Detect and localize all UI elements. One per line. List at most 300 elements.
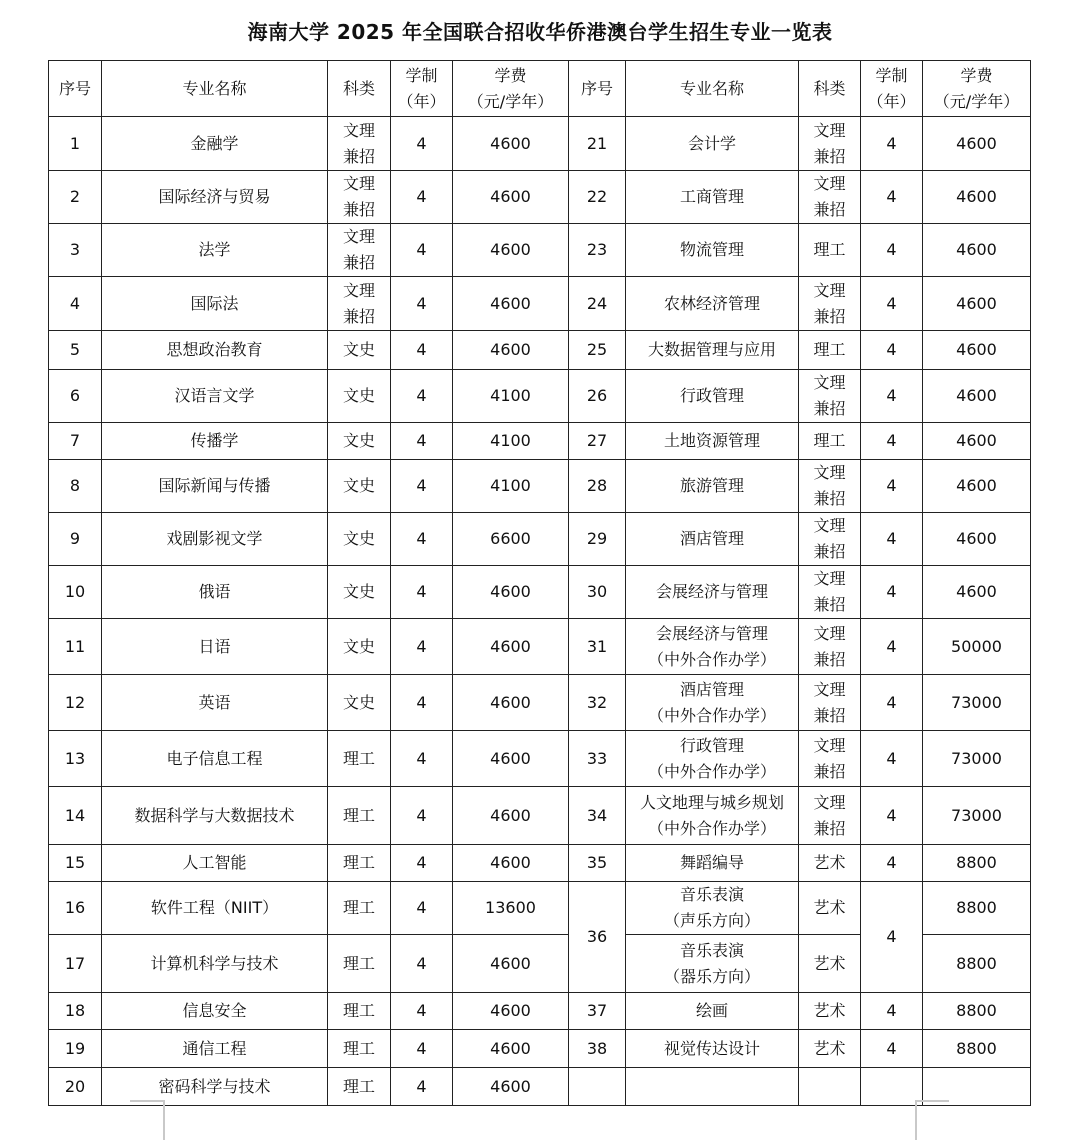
header-fee	[453, 61, 569, 117]
seq-cell: 30	[569, 566, 626, 619]
major-name-cell-line: 酒店管理	[679, 529, 744, 548]
seq-cell: 25	[569, 331, 626, 370]
table-row	[49, 619, 1031, 675]
bottom-decoration	[915, 1100, 917, 1140]
table-row	[49, 370, 1031, 423]
category-cell-line: 艺术	[813, 1001, 846, 1020]
category-cell	[799, 566, 861, 619]
years-cell: 4	[391, 331, 453, 370]
major-name-cell-line: 会计学	[687, 133, 736, 153]
seq-cell: 16	[49, 882, 102, 935]
major-name-cell-line: 计算机科学与技术	[150, 953, 279, 973]
category-cell	[328, 882, 391, 935]
category-cell-line: 文史	[342, 431, 375, 450]
category-cell-line: 文理	[813, 792, 846, 812]
seq-cell: 36	[569, 882, 626, 993]
years-cell: 4	[861, 277, 923, 331]
major-name-cell	[102, 460, 328, 513]
major-name-cell-line: 土地资源管理	[663, 431, 760, 450]
major-name-cell-line: 国际新闻与传播	[158, 476, 271, 495]
seq-cell: 21	[569, 117, 626, 171]
years-cell: 4	[391, 460, 453, 513]
fee-cell: 4600	[923, 370, 1031, 423]
seq-cell: 24	[569, 277, 626, 331]
major-name-cell	[102, 993, 328, 1030]
category-cell	[799, 787, 861, 845]
major-name-cell	[626, 370, 799, 423]
table-row	[49, 460, 1031, 513]
fee-cell: 4600	[453, 993, 569, 1030]
category-cell-line: 兼招	[813, 761, 846, 781]
category-cell	[799, 882, 861, 935]
major-name-cell-line: 国际法	[190, 293, 239, 313]
major-name-cell	[102, 277, 328, 331]
category-cell	[799, 1030, 861, 1068]
fee-cell: 4600	[923, 224, 1031, 277]
table-body	[49, 117, 1031, 1106]
major-name-cell-line: 酒店管理	[679, 679, 744, 699]
major-name-cell	[626, 993, 799, 1030]
table-row	[49, 882, 1031, 935]
years-cell: 4	[861, 1030, 923, 1068]
category-cell	[328, 675, 391, 731]
major-name-cell	[626, 845, 799, 882]
major-name-cell-line: 音乐表演	[679, 885, 744, 904]
seq-cell: 20	[49, 1068, 102, 1106]
category-cell-line: 兼招	[813, 705, 846, 725]
major-name-cell-line: 国际经济与贸易	[158, 187, 271, 206]
major-name-cell	[102, 787, 328, 845]
major-name-cell	[626, 117, 799, 171]
years-cell: 4	[391, 171, 453, 224]
category-cell	[799, 224, 861, 277]
years-cell: 4	[391, 675, 453, 731]
table-row	[49, 787, 1031, 845]
category-cell-line: 文史	[342, 340, 375, 359]
header-years-line2: （年）	[867, 91, 916, 111]
category-cell-line: 兼招	[813, 649, 846, 669]
fee-cell: 4100	[453, 423, 569, 460]
category-cell-line: 文史	[342, 529, 375, 548]
seq-cell: 27	[569, 423, 626, 460]
major-name-cell	[626, 423, 799, 460]
major-name-cell	[102, 845, 328, 882]
major-name-cell-line: 思想政治教育	[166, 340, 263, 359]
category-cell-line: 文理	[813, 679, 846, 699]
fee-cell: 4600	[923, 423, 1031, 460]
seq-cell: 38	[569, 1030, 626, 1068]
major-name-cell	[626, 566, 799, 619]
fee-cell: 4600	[453, 731, 569, 787]
category-cell-line: 兼招	[342, 200, 375, 219]
category-cell-line: 文史	[342, 476, 375, 495]
category-cell-line: 兼招	[813, 399, 846, 418]
fee-cell: 4600	[923, 277, 1031, 331]
fee-cell: 4600	[453, 1030, 569, 1068]
fee-cell: 8800	[923, 993, 1031, 1030]
major-name-cell-line: 农林经济管理	[663, 293, 760, 313]
seq-cell: 12	[49, 675, 102, 731]
category-cell-line: 文理	[813, 735, 846, 755]
category-cell	[328, 619, 391, 675]
seq-cell: 15	[49, 845, 102, 882]
major-name-cell	[626, 731, 799, 787]
years-cell: 4	[391, 117, 453, 171]
major-name-cell-line: 工商管理	[679, 187, 744, 206]
fee-cell: 4600	[923, 566, 1031, 619]
major-name-cell	[626, 1068, 799, 1106]
major-name-cell	[626, 277, 799, 331]
major-name-cell-line: （中外合作办学）	[647, 761, 776, 781]
bottom-decoration	[915, 1100, 949, 1102]
major-name-cell	[102, 117, 328, 171]
category-cell	[328, 277, 391, 331]
category-cell-line: 文理	[813, 516, 846, 535]
category-cell	[328, 566, 391, 619]
years-cell: 4	[861, 171, 923, 224]
category-cell-line: 理工	[813, 340, 846, 359]
major-name-cell-line: 信息安全	[182, 1001, 247, 1020]
seq-cell: 29	[569, 513, 626, 566]
category-cell	[799, 731, 861, 787]
years-cell: 4	[391, 277, 453, 331]
fee-cell: 73000	[923, 675, 1031, 731]
bottom-decoration	[163, 1100, 165, 1140]
category-cell-line: 兼招	[342, 253, 375, 272]
major-name-cell-line: （中外合作办学）	[647, 818, 776, 838]
major-name-cell-line: 舞蹈编导	[679, 853, 744, 872]
fee-cell: 4600	[923, 460, 1031, 513]
major-name-cell-line: 行政管理	[679, 386, 744, 405]
years-cell: 4	[861, 224, 923, 277]
header-years-right	[861, 61, 923, 117]
seq-cell: 34	[569, 787, 626, 845]
header-row	[49, 61, 1031, 117]
category-cell-line: 兼招	[342, 306, 375, 326]
category-cell-line: 文史	[342, 636, 375, 656]
years-cell: 4	[861, 882, 923, 993]
major-name-cell	[626, 787, 799, 845]
years-cell: 4	[861, 117, 923, 171]
years-cell: 4	[391, 513, 453, 566]
category-cell-line: 文史	[342, 582, 375, 601]
major-name-cell	[626, 513, 799, 566]
major-name-cell-line: 人文地理与城乡规划	[639, 792, 784, 812]
category-cell-line: 兼招	[813, 200, 846, 219]
category-cell-line: 文理	[342, 280, 375, 300]
major-name-cell-line: 电子信息工程	[166, 748, 263, 768]
major-name-cell	[626, 460, 799, 513]
years-cell: 4	[391, 1068, 453, 1106]
years-cell: 4	[861, 675, 923, 731]
seq-cell: 14	[49, 787, 102, 845]
major-name-cell-line: 物流管理	[679, 240, 744, 259]
fee-cell: 4600	[453, 566, 569, 619]
fee-cell: 4100	[453, 460, 569, 513]
years-cell	[861, 1068, 923, 1106]
major-name-cell-line: 戏剧影视文学	[166, 529, 263, 548]
years-cell: 4	[391, 370, 453, 423]
years-cell: 4	[861, 423, 923, 460]
category-cell-line: 兼招	[813, 818, 846, 838]
major-name-cell	[626, 171, 799, 224]
header-major-right: 专业名称	[626, 61, 799, 117]
fee-cell: 4100	[453, 370, 569, 423]
years-cell: 4	[391, 619, 453, 675]
fee-cell: 4600	[453, 787, 569, 845]
category-cell-line: 文理	[342, 120, 375, 140]
category-cell	[328, 331, 391, 370]
major-name-cell-line: 英语	[198, 692, 231, 712]
fee-cell: 13600	[453, 882, 569, 935]
seq-cell: 3	[49, 224, 102, 277]
category-cell	[328, 513, 391, 566]
header-fee-line1: 学费	[494, 65, 527, 85]
category-cell-line: 理工	[342, 805, 375, 825]
category-cell-line: 兼招	[342, 146, 375, 166]
table-row	[49, 423, 1031, 460]
category-cell	[799, 117, 861, 171]
table-row	[49, 566, 1031, 619]
major-name-cell-line: （器乐方向）	[663, 966, 760, 986]
years-cell: 4	[391, 935, 453, 993]
major-name-cell	[102, 619, 328, 675]
header-fee-line2: （元/学年）	[467, 91, 554, 111]
major-name-cell	[626, 675, 799, 731]
category-cell	[799, 423, 861, 460]
years-cell: 4	[391, 845, 453, 882]
years-cell: 4	[391, 224, 453, 277]
major-name-cell	[626, 224, 799, 277]
years-cell: 4	[861, 619, 923, 675]
category-cell-line: 理工	[342, 853, 375, 872]
table-row	[49, 331, 1031, 370]
major-name-cell-line: 数据科学与大数据技术	[134, 805, 295, 825]
seq-cell: 17	[49, 935, 102, 993]
major-name-cell	[102, 423, 328, 460]
major-name-cell	[626, 935, 799, 993]
category-cell-line: 兼招	[813, 306, 846, 326]
fee-cell: 50000	[923, 619, 1031, 675]
major-name-cell-line: 大数据管理与应用	[647, 340, 776, 359]
table-row	[49, 1068, 1031, 1106]
bottom-decoration	[130, 1100, 164, 1102]
seq-cell	[569, 1068, 626, 1106]
category-cell-line: 兼招	[813, 489, 846, 508]
years-cell: 4	[861, 731, 923, 787]
category-cell-line: 文理	[813, 280, 846, 300]
fee-cell: 4600	[453, 171, 569, 224]
seq-cell: 23	[569, 224, 626, 277]
major-name-cell-line: 汉语言文学	[174, 386, 255, 405]
major-name-cell	[626, 331, 799, 370]
table-row	[49, 675, 1031, 731]
category-cell	[328, 460, 391, 513]
category-cell-line: 艺术	[813, 953, 846, 973]
category-cell	[799, 513, 861, 566]
major-name-cell	[102, 331, 328, 370]
seq-cell: 22	[569, 171, 626, 224]
seq-cell: 33	[569, 731, 626, 787]
major-name-cell	[102, 566, 328, 619]
years-cell: 4	[861, 845, 923, 882]
header-fee-right	[923, 61, 1031, 117]
fee-cell: 4600	[453, 277, 569, 331]
seq-cell: 37	[569, 993, 626, 1030]
category-cell	[799, 370, 861, 423]
major-name-cell	[102, 882, 328, 935]
header-category-right: 科类	[799, 61, 861, 117]
category-cell	[328, 171, 391, 224]
header-years-line1: 学制	[875, 65, 908, 85]
category-cell	[328, 370, 391, 423]
fee-cell: 8800	[923, 882, 1031, 935]
header-category: 科类	[328, 61, 391, 117]
header-fee-line2: （元/学年）	[933, 91, 1020, 111]
major-name-cell	[102, 224, 328, 277]
major-name-cell	[102, 731, 328, 787]
table-row	[49, 277, 1031, 331]
years-cell: 4	[861, 566, 923, 619]
seq-cell: 10	[49, 566, 102, 619]
category-cell-line: 理工	[813, 240, 846, 259]
category-cell-line: 文理	[813, 174, 846, 193]
major-name-cell-line: 绘画	[695, 1001, 728, 1020]
category-cell	[799, 277, 861, 331]
major-name-cell-line: 行政管理	[679, 735, 744, 755]
page-title: 海南大学 2025 年全国联合招收华侨港澳台学生招生专业一览表	[247, 20, 833, 44]
major-name-cell-line: 俄语	[198, 582, 231, 601]
major-name-cell	[102, 171, 328, 224]
years-cell: 4	[391, 423, 453, 460]
category-cell-line: 艺术	[813, 1038, 846, 1058]
header-years-line1: 学制	[405, 65, 438, 85]
table-row	[49, 171, 1031, 224]
table-row	[49, 845, 1031, 882]
seq-cell: 7	[49, 423, 102, 460]
years-cell: 4	[861, 460, 923, 513]
category-cell	[328, 935, 391, 993]
major-name-cell-line: 人工智能	[182, 853, 247, 872]
major-name-cell-line: （中外合作办学）	[647, 649, 776, 669]
major-name-cell-line: 软件工程（NIIT）	[150, 898, 279, 917]
major-name-cell-line: 音乐表演	[679, 940, 744, 960]
major-name-cell-line: 金融学	[190, 133, 239, 153]
years-cell: 4	[391, 787, 453, 845]
seq-cell: 18	[49, 993, 102, 1030]
category-cell-line: 理工	[342, 1001, 375, 1020]
years-cell: 4	[391, 731, 453, 787]
seq-cell: 13	[49, 731, 102, 787]
seq-cell: 35	[569, 845, 626, 882]
major-name-cell-line: 旅游管理	[679, 476, 744, 495]
category-cell	[799, 460, 861, 513]
table-row	[49, 993, 1031, 1030]
major-name-cell-line: 日语	[198, 636, 231, 656]
category-cell	[799, 935, 861, 993]
years-cell: 4	[861, 513, 923, 566]
major-name-cell	[102, 370, 328, 423]
category-cell-line: 兼招	[813, 542, 846, 561]
category-cell-line: 文理	[813, 373, 846, 392]
category-cell	[799, 171, 861, 224]
seq-cell: 6	[49, 370, 102, 423]
category-cell	[328, 787, 391, 845]
category-cell	[328, 423, 391, 460]
major-name-cell	[102, 935, 328, 993]
fee-cell: 4600	[453, 117, 569, 171]
seq-cell: 4	[49, 277, 102, 331]
seq-cell: 19	[49, 1030, 102, 1068]
category-cell-line: 理工	[342, 953, 375, 973]
category-cell	[328, 117, 391, 171]
fee-cell: 73000	[923, 787, 1031, 845]
category-cell-line: 文理	[813, 120, 846, 140]
category-cell	[328, 731, 391, 787]
category-cell-line: 兼招	[813, 146, 846, 166]
category-cell	[799, 675, 861, 731]
header-years-line2: （年）	[397, 91, 446, 111]
seq-cell: 9	[49, 513, 102, 566]
category-cell	[328, 845, 391, 882]
table-row	[49, 224, 1031, 277]
category-cell-line: 理工	[342, 898, 375, 917]
header-seq: 序号	[49, 61, 102, 117]
major-name-cell-line: （声乐方向）	[663, 911, 760, 930]
header-years	[391, 61, 453, 117]
fee-cell: 4600	[453, 675, 569, 731]
major-name-cell	[102, 675, 328, 731]
category-cell	[328, 1068, 391, 1106]
fee-cell: 8800	[923, 845, 1031, 882]
years-cell: 4	[861, 331, 923, 370]
category-cell	[799, 1068, 861, 1106]
major-name-cell	[626, 1030, 799, 1068]
years-cell: 4	[861, 993, 923, 1030]
fee-cell: 4600	[923, 513, 1031, 566]
seq-cell: 1	[49, 117, 102, 171]
table-row	[49, 117, 1031, 171]
category-cell-line: 理工	[342, 748, 375, 768]
major-name-cell	[102, 1030, 328, 1068]
fee-cell: 4600	[453, 845, 569, 882]
major-name-cell-line: 会展经济与管理	[655, 623, 768, 643]
seq-cell: 31	[569, 619, 626, 675]
major-name-cell-line: 视觉传达设计	[663, 1038, 760, 1058]
table-row	[49, 731, 1031, 787]
fee-cell: 4600	[923, 171, 1031, 224]
category-cell-line: 艺术	[813, 853, 846, 872]
category-cell	[799, 331, 861, 370]
seq-cell: 11	[49, 619, 102, 675]
category-cell-line: 艺术	[813, 898, 846, 917]
fee-cell: 4600	[923, 331, 1031, 370]
fee-cell: 8800	[923, 935, 1031, 993]
category-cell-line: 理工	[342, 1076, 375, 1096]
header-fee-line1: 学费	[960, 65, 993, 85]
category-cell	[799, 993, 861, 1030]
major-name-cell-line: 传播学	[190, 431, 239, 450]
years-cell: 4	[861, 370, 923, 423]
major-name-cell	[626, 619, 799, 675]
major-name-cell-line: 密码科学与技术	[158, 1076, 271, 1096]
fee-cell: 8800	[923, 1030, 1031, 1068]
fee-cell: 4600	[453, 224, 569, 277]
years-cell: 4	[391, 1030, 453, 1068]
major-name-cell-line: 通信工程	[182, 1038, 247, 1058]
fee-cell: 6600	[453, 513, 569, 566]
table-row	[49, 513, 1031, 566]
